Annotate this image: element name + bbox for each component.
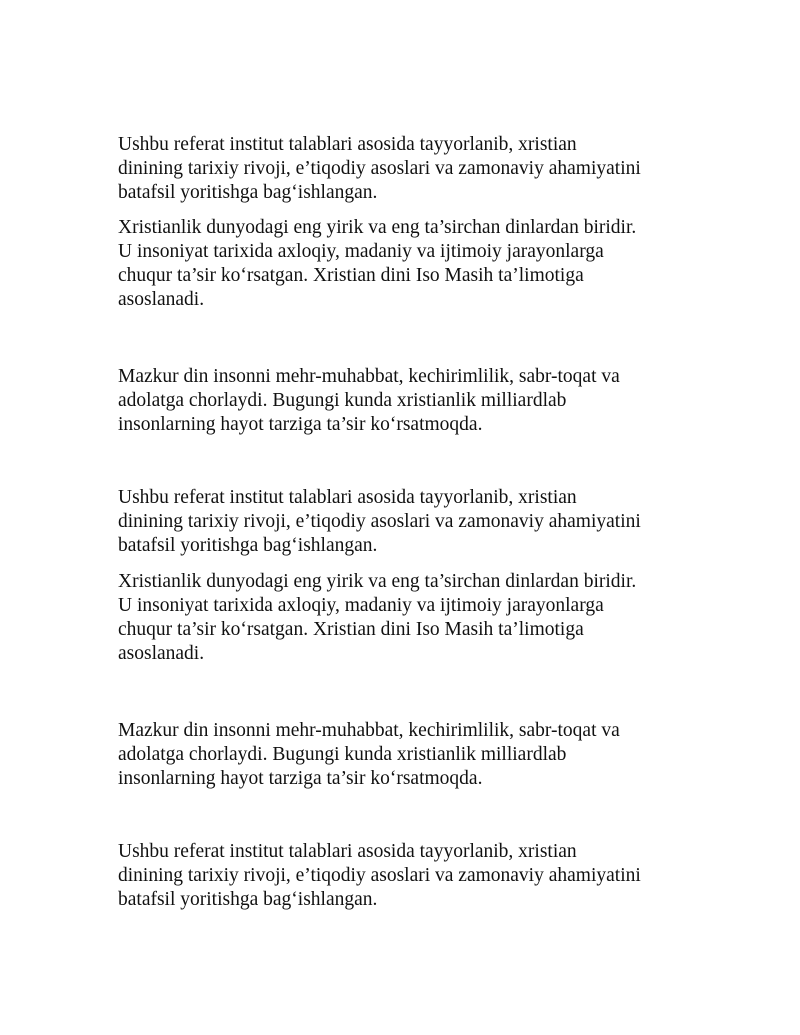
paragraph-intro: Ushbu referat institut talablari asosida tayyorlanib, xristian dinining tarixiy rivoji, e’tiqodiy asoslari va zamonaviy ahamiyatini batafsil yoritishga bag‘ishlangan.	[118, 134, 641, 203]
paragraph-christianity-overview: Xristianlik dunyodagi eng yirik va eng ta’sirchan dinlardan biridir. U insoniyat tarixida axloqiy, madaniy va ijtimoiy jarayonlarga chuqur ta’sir ko‘rsatgan. Xristian dini Iso Masih ta’limotiga asoslanadi.	[118, 217, 637, 310]
paragraph-values: Mazkur din insonni mehr-muhabbat, kechirimlilik, sabr-toqat va adolatga chorlaydi. Bugungi kunda xristianlik milliardlab insonlarning hayot tarziga ta’sir ko‘rsatmoqda.	[118, 366, 620, 435]
paragraph-intro-repeat: Ushbu referat institut talablari asosida tayyorlanib, xristian dinining tarixiy rivoji, e’tiqodiy asoslari va zamonaviy ahamiyatini batafsil yoritishga bag‘ishlangan.	[118, 487, 641, 556]
paragraph-christianity-overview-repeat: Xristianlik dunyodagi eng yirik va eng ta’sirchan dinlardan biridir. U insoniyat tarixida axloqiy, madaniy va ijtimoiy jarayonlarga chuqur ta’sir ko‘rsatgan. Xristian dini Iso Masih ta’limotiga asoslanadi.	[118, 571, 637, 664]
paragraph-intro-final: Ushbu referat institut talablari asosida tayyorlanib, xristian dinining tarixiy rivoji, e’tiqodiy asoslari va zamonaviy ahamiyatini batafsil yoritishga bag‘ishlangan.	[118, 841, 641, 910]
paragraph-values-repeat: Mazkur din insonni mehr-muhabbat, kechirimlilik, sabr-toqat va adolatga chorlaydi. Bugungi kunda xristianlik milliardlab insonlarning hayot tarziga ta’sir ko‘rsatmoqda.	[118, 720, 620, 789]
